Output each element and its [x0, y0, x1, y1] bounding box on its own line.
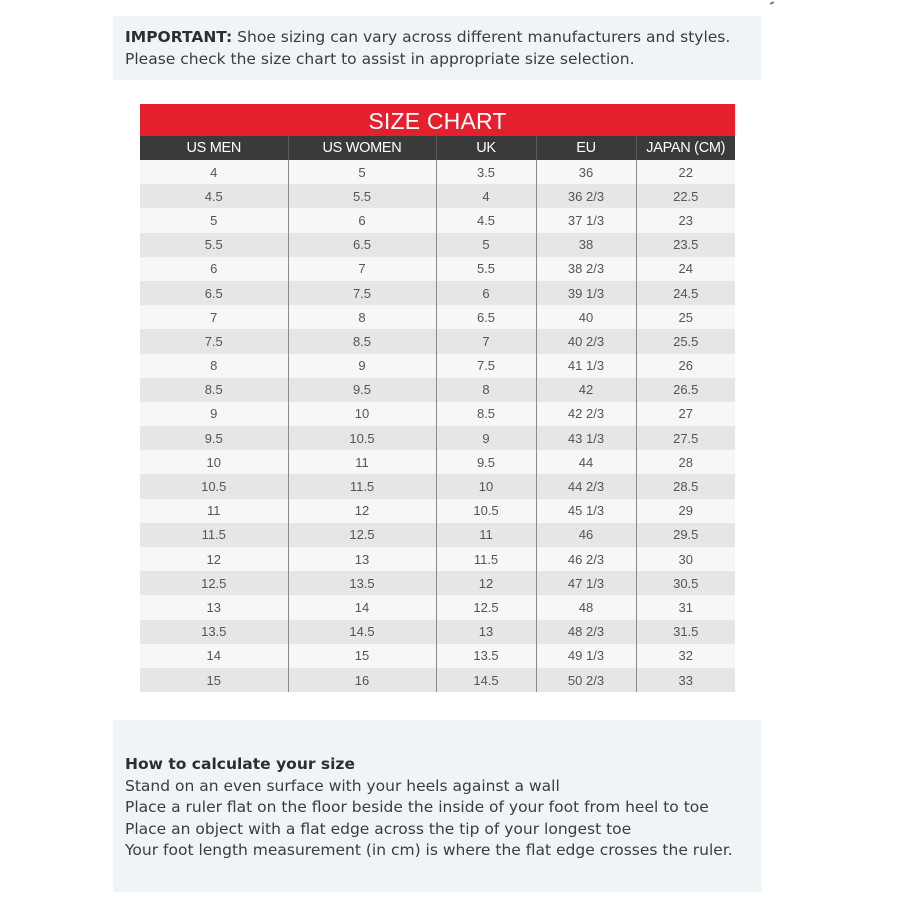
cell-us-men: 12 [140, 547, 288, 571]
cell-us-women: 5.5 [288, 184, 436, 208]
cell-us-women: 13 [288, 547, 436, 571]
size-chart [140, 104, 735, 692]
table-row [140, 160, 735, 184]
cell-japan-cm: 23 [636, 208, 735, 232]
table-row [140, 644, 735, 668]
cell-eu: 46 2/3 [536, 547, 636, 571]
cell-japan-cm: 28.5 [636, 474, 735, 498]
cell-uk: 12.5 [436, 595, 536, 619]
cell-japan-cm: 30 [636, 547, 735, 571]
cell-uk: 10 [436, 474, 536, 498]
table-row [140, 329, 735, 353]
important-notice [113, 16, 761, 80]
cell-us-women: 10.5 [288, 426, 436, 450]
table-row [140, 184, 735, 208]
cell-us-women: 13.5 [288, 571, 436, 595]
cell-uk: 8 [436, 378, 536, 402]
cell-uk: 13.5 [436, 644, 536, 668]
table-row [140, 402, 735, 426]
cell-japan-cm: 25 [636, 305, 735, 329]
cell-us-men: 5 [140, 208, 288, 232]
cell-us-men: 5.5 [140, 233, 288, 257]
cell-japan-cm: 33 [636, 668, 735, 692]
cell-eu: 45 1/3 [536, 499, 636, 523]
table-row [140, 257, 735, 281]
table-row [140, 620, 735, 644]
cell-uk: 4 [436, 184, 536, 208]
header-uk: UK [436, 136, 536, 160]
cell-us-men: 11.5 [140, 523, 288, 547]
cell-us-women: 11.5 [288, 474, 436, 498]
cell-us-women: 14.5 [288, 620, 436, 644]
cell-us-men: 10 [140, 450, 288, 474]
cell-uk: 9.5 [436, 450, 536, 474]
cell-us-men: 8 [140, 354, 288, 378]
cell-us-women: 7.5 [288, 281, 436, 305]
cell-us-women: 6.5 [288, 233, 436, 257]
how-to-step: Stand on an even surface with your heels against a wall [125, 776, 560, 795]
cell-us-men: 13.5 [140, 620, 288, 644]
table-row [140, 354, 735, 378]
cell-uk: 7.5 [436, 354, 536, 378]
cell-eu: 38 2/3 [536, 257, 636, 281]
cell-eu: 43 1/3 [536, 426, 636, 450]
cell-eu: 44 [536, 450, 636, 474]
cell-eu: 50 2/3 [536, 668, 636, 692]
table-row [140, 426, 735, 450]
cell-us-women: 5 [288, 160, 436, 184]
cell-eu: 44 2/3 [536, 474, 636, 498]
size-chart-body [140, 160, 735, 692]
table-row [140, 523, 735, 547]
cell-uk: 12 [436, 571, 536, 595]
cell-eu: 46 [536, 523, 636, 547]
cell-us-women: 11 [288, 450, 436, 474]
cell-japan-cm: 22.5 [636, 184, 735, 208]
cell-us-women: 9 [288, 354, 436, 378]
cell-us-men: 6 [140, 257, 288, 281]
cell-us-women: 16 [288, 668, 436, 692]
cell-eu: 49 1/3 [536, 644, 636, 668]
table-row [140, 499, 735, 523]
cell-eu: 39 1/3 [536, 281, 636, 305]
cell-japan-cm: 27 [636, 402, 735, 426]
cell-japan-cm: 29.5 [636, 523, 735, 547]
cell-eu: 40 2/3 [536, 329, 636, 353]
cell-uk: 7 [436, 329, 536, 353]
cell-eu: 42 [536, 378, 636, 402]
cell-us-women: 9.5 [288, 378, 436, 402]
cell-us-men: 9 [140, 402, 288, 426]
header-row [140, 136, 735, 160]
cell-us-women: 14 [288, 595, 436, 619]
cell-us-men: 4.5 [140, 184, 288, 208]
cell-eu: 47 1/3 [536, 571, 636, 595]
cell-japan-cm: 24 [636, 257, 735, 281]
table-row [140, 281, 735, 305]
cell-uk: 11 [436, 523, 536, 547]
how-to-step: Your foot length measurement (in cm) is where the flat edge crosses the ruler. [125, 841, 733, 859]
cell-us-women: 15 [288, 644, 436, 668]
cell-eu: 37 1/3 [536, 208, 636, 232]
header-us-men: US MEN [140, 136, 288, 160]
cell-japan-cm: 31.5 [636, 620, 735, 644]
cell-uk: 13 [436, 620, 536, 644]
table-row [140, 378, 735, 402]
cell-us-men: 14 [140, 644, 288, 668]
cell-uk: 6.5 [436, 305, 536, 329]
cell-eu: 40 [536, 305, 636, 329]
how-to-panel [113, 720, 761, 892]
cell-japan-cm: 31 [636, 595, 735, 619]
header-eu: EU [536, 136, 636, 160]
cell-uk: 10.5 [436, 499, 536, 523]
table-row [140, 233, 735, 257]
cell-japan-cm: 23.5 [636, 233, 735, 257]
cell-us-women: 10 [288, 402, 436, 426]
how-to-step: Place a ruler flat on the floor beside the inside of your foot from heel to toe [125, 798, 709, 816]
cell-uk: 11.5 [436, 547, 536, 571]
cell-eu: 42 2/3 [536, 402, 636, 426]
cell-us-women: 8 [288, 305, 436, 329]
cell-uk: 14.5 [436, 668, 536, 692]
table-row [140, 547, 735, 571]
table-row [140, 474, 735, 498]
cell-eu: 48 [536, 595, 636, 619]
cell-us-men: 15 [140, 668, 288, 692]
notice-text-1: Shoe sizing can vary across different manufacturers and styles. [237, 28, 731, 46]
table-row [140, 208, 735, 232]
cell-japan-cm: 22 [636, 160, 735, 184]
cell-us-women: 6 [288, 208, 436, 232]
cell-us-women: 7 [288, 257, 436, 281]
how-to-step: Place an object with a flat edge across the tip of your longest toe [125, 819, 632, 838]
cell-us-women: 12 [288, 499, 436, 523]
cell-uk: 9 [436, 426, 536, 450]
cell-uk: 6 [436, 281, 536, 305]
table-row [140, 595, 735, 619]
cell-uk: 8.5 [436, 402, 536, 426]
cell-us-women: 8.5 [288, 329, 436, 353]
cell-uk: 5 [436, 233, 536, 257]
notice-line-1 [125, 26, 749, 48]
cell-us-men: 11 [140, 499, 288, 523]
header-us-women: US WOMEN [288, 136, 436, 160]
table-row [140, 450, 735, 474]
cell-japan-cm: 32 [636, 644, 735, 668]
cell-uk: 5.5 [436, 257, 536, 281]
cell-japan-cm: 30.5 [636, 571, 735, 595]
cell-us-men: 7 [140, 305, 288, 329]
cell-uk: 3.5 [436, 160, 536, 184]
header-japan-cm: JAPAN (CM) [636, 136, 735, 160]
cell-us-men: 6.5 [140, 281, 288, 305]
cell-japan-cm: 29 [636, 499, 735, 523]
how-to-heading: How to calculate your size [125, 755, 355, 773]
cell-eu: 41 1/3 [536, 354, 636, 378]
cell-eu: 38 [536, 233, 636, 257]
size-chart-title: SIZE CHART [140, 104, 735, 136]
cell-eu: 36 2/3 [536, 184, 636, 208]
cell-eu: 36 [536, 160, 636, 184]
notice-strong: IMPORTANT: [125, 28, 233, 46]
cell-us-men: 7.5 [140, 329, 288, 353]
cell-us-men: 10.5 [140, 474, 288, 498]
table-row [140, 305, 735, 329]
cell-japan-cm: 25.5 [636, 329, 735, 353]
cell-us-men: 8.5 [140, 378, 288, 402]
corner-mark [770, 1, 774, 5]
table-row [140, 571, 735, 595]
cell-japan-cm: 28 [636, 450, 735, 474]
cell-us-men: 12.5 [140, 571, 288, 595]
cell-japan-cm: 26 [636, 354, 735, 378]
cell-us-men: 4 [140, 160, 288, 184]
cell-us-women: 12.5 [288, 523, 436, 547]
cell-us-men: 13 [140, 595, 288, 619]
notice-line-2: Please check the size chart to assist in appropriate size selection. [125, 50, 635, 68]
cell-japan-cm: 24.5 [636, 281, 735, 305]
cell-uk: 4.5 [436, 208, 536, 232]
table-row [140, 668, 735, 692]
cell-eu: 48 2/3 [536, 620, 636, 644]
cell-japan-cm: 26.5 [636, 378, 735, 402]
cell-japan-cm: 27.5 [636, 426, 735, 450]
cell-us-men: 9.5 [140, 426, 288, 450]
size-chart-table [140, 136, 735, 692]
